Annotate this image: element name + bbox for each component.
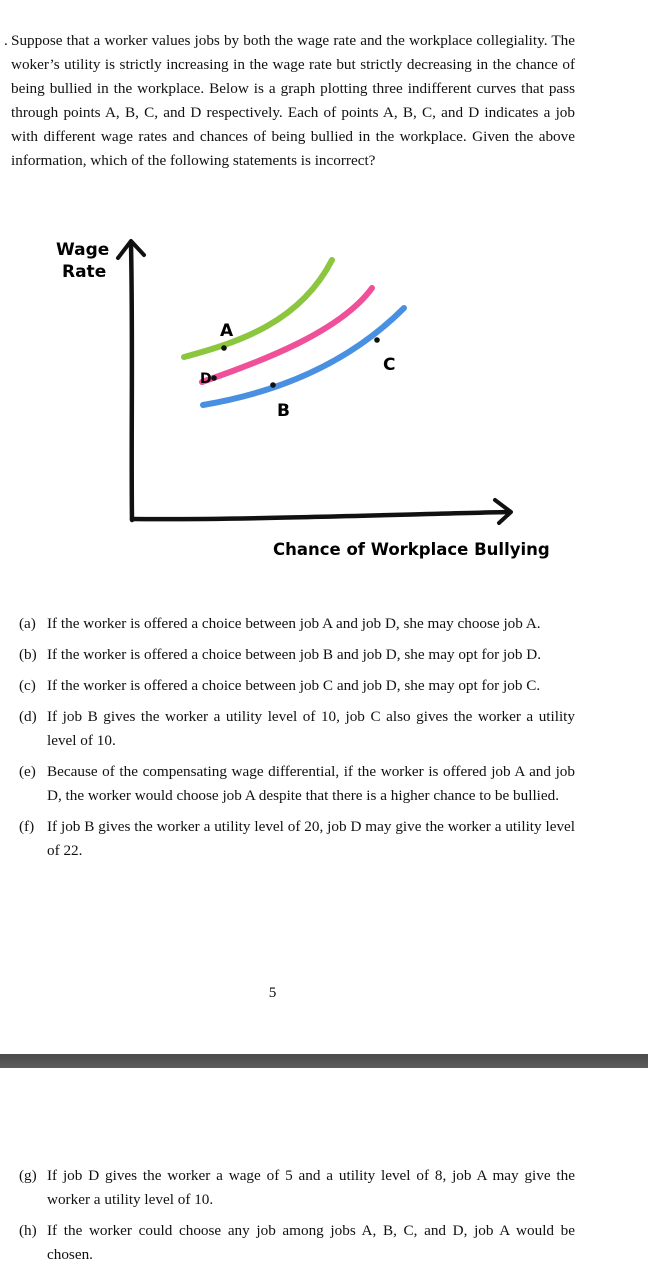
x-axis: [132, 512, 508, 519]
option-h: [19, 1219, 575, 1267]
point-c-label: C: [383, 355, 396, 375]
option-d: [19, 705, 575, 753]
option-label: (b): [19, 646, 37, 663]
option-label: (d): [19, 708, 37, 725]
answer-options: [19, 612, 575, 870]
page-number: 5: [268, 984, 277, 1001]
option-label: (e): [19, 763, 36, 780]
option-text: If the worker is offered a choice between job A and job D, she may choose job A.: [47, 615, 541, 632]
page-divider: [0, 1054, 648, 1068]
curve-green: [184, 260, 332, 357]
option-label: (f): [19, 818, 35, 835]
point-d: [211, 375, 217, 381]
question-number: .: [4, 32, 8, 49]
option-text: If the worker is offered a choice between job B and job D, she may opt for job D.: [47, 646, 542, 663]
point-b: [270, 382, 276, 388]
option-f: [19, 815, 575, 863]
question-stem: [4, 29, 575, 173]
option-text: Because of the compensating wage differential, if the worker is offered job A and job D, the worker would choose job A despite that there is a higher chance to be bullied.: [47, 763, 575, 804]
y-axis-label-line2: Rate: [62, 262, 107, 282]
question-text: Suppose that a worker values jobs by both the wage rate and the workplace collegiality. The woker’s utility is strictly increasing in the wage rate but strictly decreasing in the chance of being bullied in the workplace. Below is a graph plotting three indifferent curves that pass through points A, B, C, and D respectively. Each of points A, B, C, and D indicates a job with different wage rates and chances of being bullied in the workplace. Given the above information, which of the following statements is incorrect?: [11, 32, 575, 169]
option-text: If job B gives the worker a utility level of 10, job C also gives the worker a utility level of 10.: [47, 708, 575, 749]
option-g: [19, 1164, 575, 1212]
point-a-label: A: [220, 321, 234, 341]
option-e: [19, 760, 575, 808]
x-axis-label: Chance of Workplace Bullying: [273, 540, 550, 559]
y-axis-label-line1: Wage: [56, 240, 110, 260]
option-label: (h): [19, 1222, 37, 1239]
point-d-label: D: [200, 371, 212, 387]
indifference-curve-figure: [40, 222, 560, 572]
option-c: [19, 674, 575, 698]
answer-options-continued: [19, 1164, 575, 1274]
point-a: [221, 345, 227, 351]
y-axis: [131, 244, 132, 520]
option-label: (c): [19, 677, 36, 694]
option-label: (a): [19, 615, 36, 632]
option-text: If job D gives the worker a wage of 5 and a utility level of 8, job A may give the worker a utility level of 10.: [47, 1167, 575, 1208]
option-text: If job B gives the worker a utility level of 20, job D may give the worker a utility level of 22.: [47, 818, 575, 859]
option-label: (g): [19, 1167, 37, 1184]
option-text: If the worker could choose any job among jobs A, B, C, and D, job A would be chosen.: [47, 1222, 575, 1263]
option-b: [19, 643, 575, 667]
point-b-label: B: [277, 401, 290, 421]
option-text: If the worker is offered a choice between job C and job D, she may opt for job C.: [47, 677, 541, 694]
point-c: [374, 337, 380, 343]
option-a: [19, 612, 575, 636]
